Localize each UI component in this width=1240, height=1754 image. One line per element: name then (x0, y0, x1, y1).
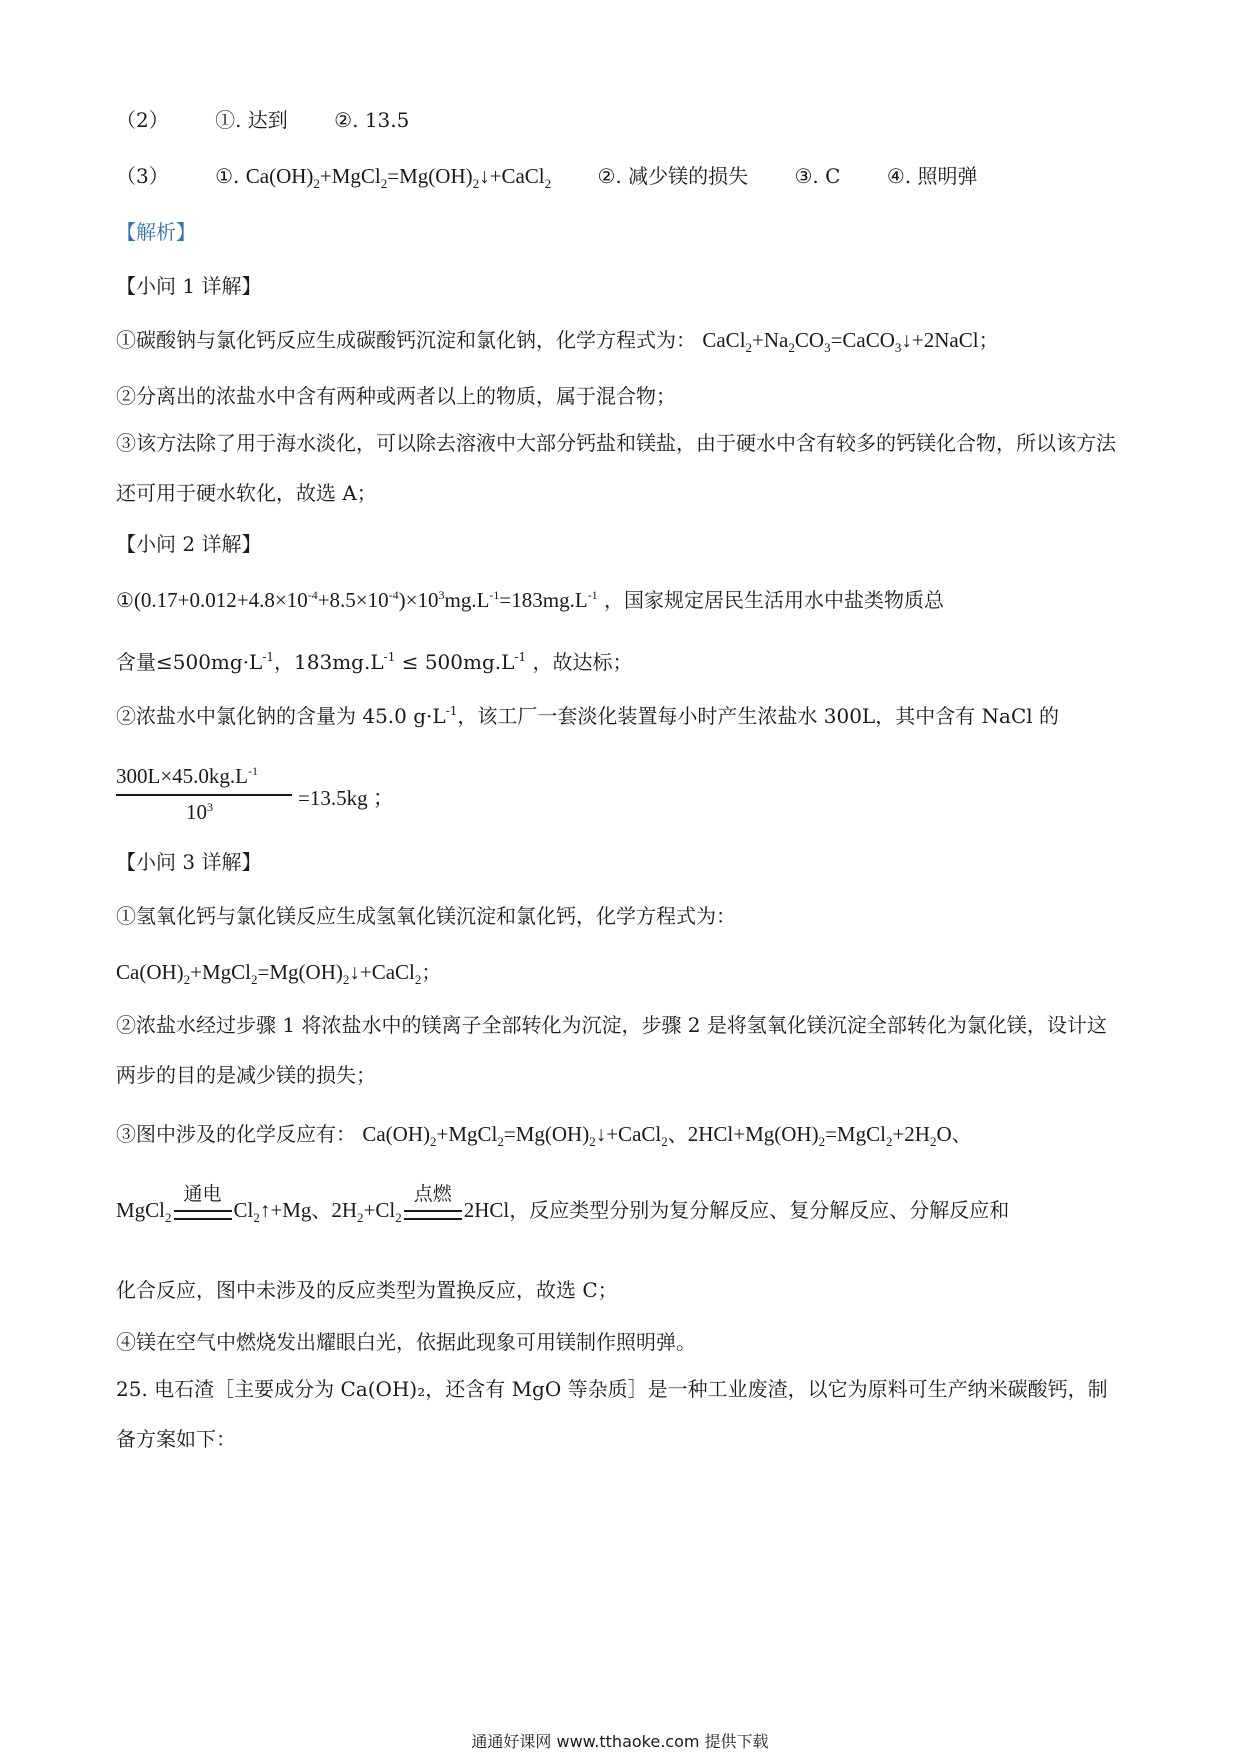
footer-watermark: 通通好课网 www.tthaoke.com 提供下载 (471, 1732, 769, 1751)
paragraph: ④镁在空气中燃烧发出耀眼白光，依据此现象可用镁制作照明弹。 (116, 1330, 696, 1354)
chemical-equation: $CaCl_2+Na_2CO_3=CaCO_3↓+2NaCl$ (702, 328, 979, 355)
answer-item: ①. 达到 (215, 108, 288, 132)
chemical-equation: MgCl$_2$ 通电 $Cl_2↑+Mg$ (116, 1183, 312, 1225)
analysis-heading: 【解析】 (116, 220, 196, 244)
chemical-equation: $Ca(OH)_2+MgCl_2=Mg(OH)_2↓+CaCl_2$ (245, 164, 552, 191)
reaction-condition: 通电 (174, 1198, 232, 1226)
answer-item: ②. 13.5 (334, 108, 410, 132)
answer-label: （3） (116, 164, 169, 188)
part3-heading: 【小问 3 详解】 (116, 850, 262, 874)
answer-q3 (116, 162, 977, 190)
answer-item: ①. (215, 164, 240, 188)
paragraph: 含量$\le 500mg\cdot L^{-1}$，$183mg.L^{-1} \le 500mg.L^{-1}$ ，故达标； (116, 650, 633, 674)
paragraph: ③该方法除了用于海水淡化，可以除去溶液中大部分钙盐和镁盐，由于硬水中含有较多的钙镁化合物，所以该方法还可用于硬水软化，故选 A； (116, 431, 1116, 505)
calculation-formula: $(0.17+0.012+4.8\times 10^{-4}+8.5\times 10^{-4})\times 10^3mg.L^{-1}=183mg.L^{-1}$ (133, 588, 598, 612)
chemical-equation: $2H_2+Cl_2$ 点燃 2HCl (331, 1183, 510, 1225)
paragraph: ③图中涉及的化学反应有： $Ca(OH)_2+MgCl_2=Mg(OH)_2↓+CaCl_2$、$2HCl+Mg(OH)_2=MgCl_2+2H_2O$、 (116, 1122, 972, 1149)
answer-item: ④. 照明弹 (886, 164, 978, 188)
paragraph: ②浓盐水经过步骤 1 将浓盐水中的镁离子全部转化为沉淀，步骤 2 是将氢氧化镁沉淀全部转化为氯化镁，设计这两步的目的是减少镁的损失； (116, 1013, 1107, 1087)
chemical-equation: $Ca(OH)_2+MgCl_2=Mg(OH)_2↓+CaCl_2$ (362, 1122, 668, 1149)
paragraph: ②浓盐水中氯化钠的含量为 45.0 $g\cdot L^{-1}$，该工厂一套淡化装置每小时产生浓盐水 300L，其中含有 NaCl 的 (116, 704, 1060, 728)
part1-heading: 【小问 1 详解】 (116, 274, 262, 298)
question-25: 25. 电石渣［主要成分为 Ca(OH)₂，还含有 MgO 等杂质］是一种工业废渣，以它为原料可生产纳米碳酸钙，制备方案如下： (116, 1377, 1108, 1451)
paragraph: ②分离出的浓盐水中含有两种或两者以上的物质，属于混合物； (116, 384, 676, 408)
paragraph: MgCl$_2$ 通电 $Cl_2↑+Mg$、$2H_2+Cl_2$ 点燃 2HCl，反应类型分别为复分解反应、复分解反应、分解反应和 (116, 1183, 1010, 1225)
answer-item: ③. C (794, 164, 841, 188)
part2-heading: 【小问 2 详解】 (116, 532, 262, 556)
paragraph: 化合反应，图中未涉及的反应类型为置换反应，故选 C； (116, 1278, 618, 1302)
answer-item: ②. 减少镁的损失 (597, 164, 749, 188)
fraction-bar (116, 794, 292, 796)
fraction-denominator: $10^3$ (186, 800, 213, 824)
paragraph: ①氢氧化钙与氯化镁反应生成氢氧化镁沉淀和氯化钙，化学方程式为： (116, 904, 736, 928)
chemical-equation: $Ca(OH)_2+MgCl_2=Mg(OH)_2↓+CaCl_2$ (116, 960, 422, 987)
reaction-condition: 点燃 (404, 1198, 462, 1226)
paragraph: $①(0.17+0.012+4.8\times 10^{-4}+8.5\times 10^{-4})\times 10^3mg.L^{-1}=183mg.L^{-1}$ ，国家规定居民生活用水中盐类物质总 (116, 588, 945, 612)
fraction-numerator: $300L\times 45.0kg.L^{-1}$ (116, 764, 258, 788)
fraction-result: =13.5kg ； (298, 786, 394, 810)
paragraph: $Ca(OH)_2+MgCl_2=Mg(OH)_2↓+CaCl_2$； (116, 960, 442, 987)
answer-label: （2） (116, 108, 169, 132)
paragraph: ①碳酸钠与氯化钙反应生成碳酸钙沉淀和氯化钠，化学方程式为： $CaCl_2+Na_2CO_3=CaCO_3↓+2NaCl$； (116, 328, 999, 355)
chemical-equation: $2HCl+Mg(OH)_2=MgCl_2+2H_2O$ (687, 1122, 952, 1149)
answer-q2 (116, 106, 409, 134)
